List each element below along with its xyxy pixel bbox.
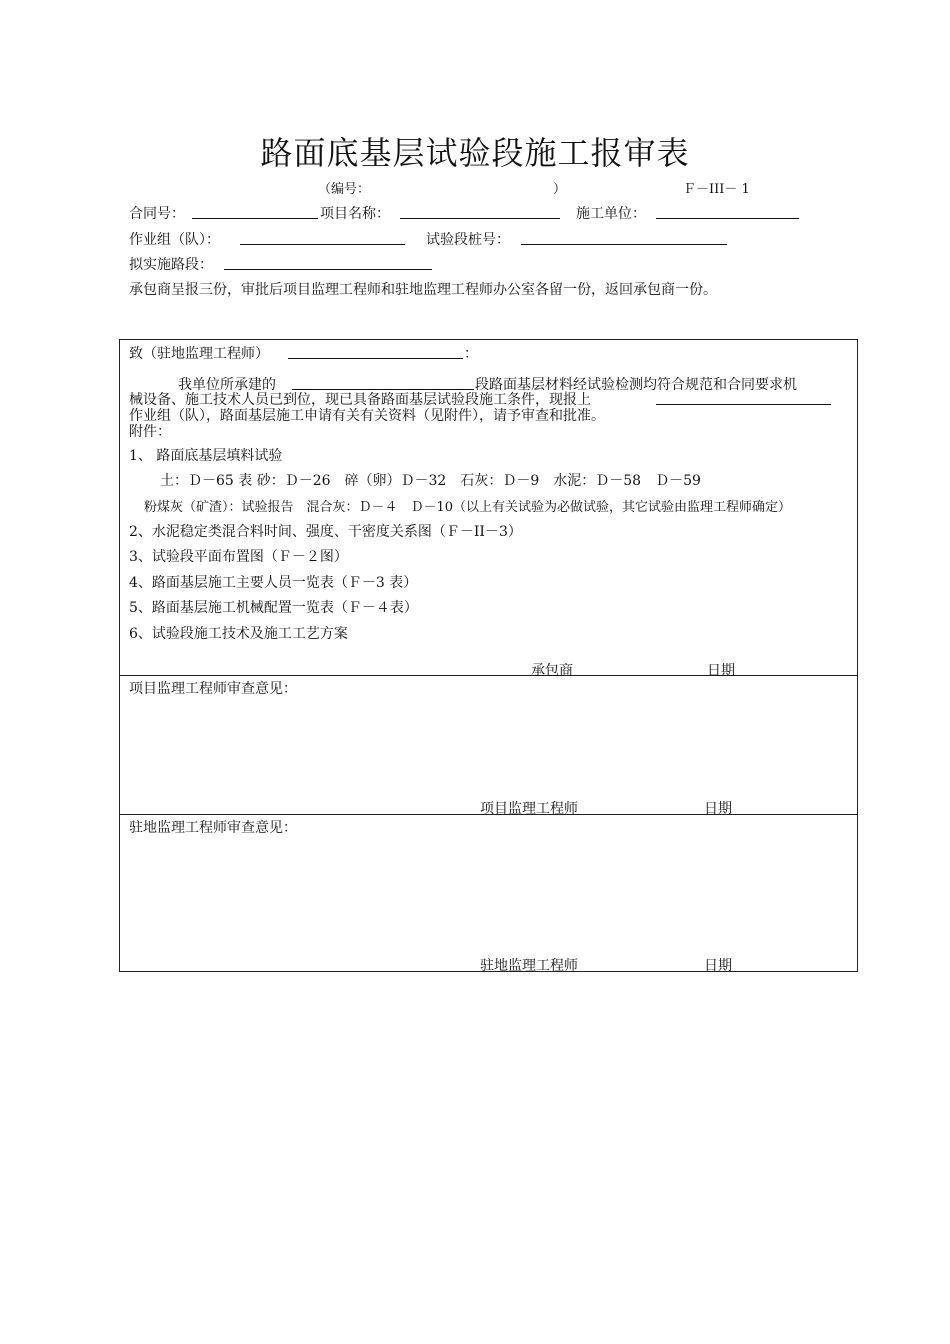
road-section-field[interactable] bbox=[224, 255, 432, 270]
body-line3: 作业组（队），路面基层施工申请有关有关资料（见附件），请予审查和批准。 bbox=[129, 408, 605, 424]
row-divider bbox=[119, 675, 858, 676]
contract-field[interactable] bbox=[192, 204, 318, 219]
body-start: 我单位所承建的 bbox=[178, 377, 276, 393]
attachment-item-3: 3、试验段平面布置图（Ｆ－２图） bbox=[129, 549, 348, 565]
to-colon: ： bbox=[464, 346, 478, 362]
team-report-field[interactable] bbox=[656, 390, 831, 405]
to-engineer-label: 致（驻地监理工程师） bbox=[129, 346, 269, 362]
attachment-item-4: 4、路面基层施工主要人员一览表（Ｆ－3 表） bbox=[129, 575, 418, 591]
body-mid: 段路面基层材料经试验检测均符合规范和合同要求机 bbox=[475, 377, 797, 393]
attachment-item-1-note: 粉煤灰（矿渣）：试验报告 混合灰：Ｄ－４ Ｄ－10（以上有关试验为必做试验，其它试验由监理工程师确定） bbox=[144, 500, 792, 515]
project-engineer-opinion-label: 项目监理工程师审查意见： bbox=[129, 681, 297, 697]
attachment-item-6: 6、试验段施工技术及施工工艺方案 bbox=[129, 626, 348, 642]
project-engineer-sign-label: 项目监理工程师 bbox=[480, 801, 578, 817]
resident-engineer-sign-label: 驻地监理工程师 bbox=[480, 958, 578, 974]
contract-label: 合同号： bbox=[129, 206, 185, 222]
construction-unit-label: 施工单位： bbox=[576, 206, 646, 222]
station-field[interactable] bbox=[521, 230, 727, 245]
form-number-label: （编号： bbox=[318, 182, 371, 197]
resident-engineer-opinion-label: 驻地监理工程师审查意见： bbox=[129, 820, 297, 836]
form-table bbox=[119, 339, 858, 972]
project-name-label: 项目名称： bbox=[320, 206, 390, 222]
body-line2: 械设备、施工技术人员已到位，现已具备路面基层试验段施工条件，现报上 bbox=[129, 392, 591, 408]
form-code: Ｆ－III－ 1 bbox=[683, 182, 750, 197]
contractor-date-label: 日期 bbox=[707, 663, 735, 679]
resident-engineer-date-label: 日期 bbox=[704, 958, 732, 974]
page-title: 路面底基层试验段施工报审表 bbox=[260, 134, 690, 172]
construction-unit-field[interactable] bbox=[656, 204, 799, 219]
attachment-item-1-detail: 土：Ｄ－65 表 砂：Ｄ－26 碎（卵）Ｄ－32 石灰：Ｄ－9 水泥：Ｄ－58 Ｄ－59 bbox=[160, 473, 701, 489]
project-engineer-date-label: 日期 bbox=[704, 801, 732, 817]
attachment-item-2: 2、水泥稳定类混合料时间、强度、干密度关系图（Ｆ－II－3） bbox=[129, 524, 522, 540]
team-field[interactable] bbox=[240, 230, 405, 245]
attachment-item-5: 5、路面基层施工机械配置一览表（Ｆ－４表） bbox=[129, 600, 418, 616]
team-label: 作业组（队）： bbox=[129, 232, 220, 248]
section-name-field[interactable] bbox=[292, 375, 474, 390]
engineer-name-field[interactable] bbox=[288, 344, 463, 359]
station-label: 试验段桩号： bbox=[426, 232, 510, 248]
submission-note: 承包商呈报三份，审批后项目监理工程师和驻地监理工程师办公室各留一份，返回承包商一份。 bbox=[129, 282, 717, 298]
project-name-field[interactable] bbox=[400, 204, 560, 219]
road-section-label: 拟实施路段： bbox=[129, 257, 213, 273]
contractor-sign-label: 承包商 bbox=[531, 663, 573, 679]
form-number-close: ） bbox=[553, 182, 567, 197]
attachments-label: 附件： bbox=[129, 424, 171, 440]
attachment-item-1: 1、 路面底基层填料试验 bbox=[129, 448, 283, 464]
